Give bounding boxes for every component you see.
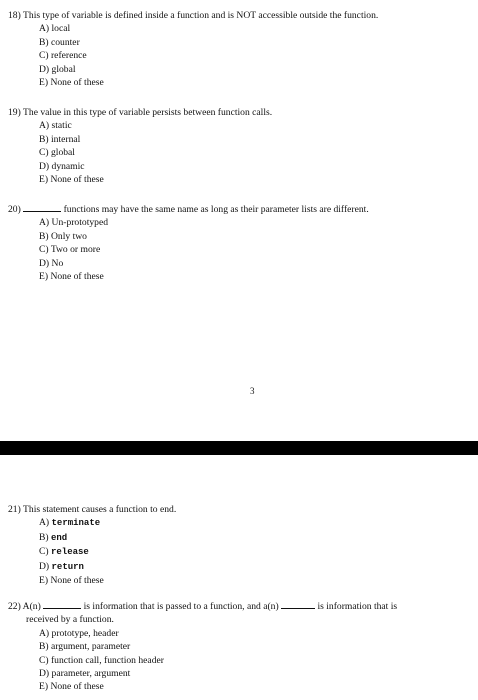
question-stem-part3: is information that is [317,601,398,612]
option-letter: B) [39,531,49,543]
option-c: C) global [39,147,75,159]
option-b: B) argument, parameter [39,641,131,653]
option-c: C) reference [39,50,87,62]
question-number: 20) [8,204,21,215]
option-a [39,516,176,530]
option-list [8,627,397,694]
option-b: B) Only two [39,230,87,242]
option-list [8,516,176,587]
question-stem-part2: is information that is passed to a function, and a(n) [83,601,279,612]
option-e: E) None of these [39,174,104,186]
option-c: C) Two or more [39,244,101,256]
option-e [39,574,176,587]
option-letter: D) [39,560,50,572]
option-a: A) static [39,120,72,132]
question-19 [8,106,272,186]
option-code: terminate [51,518,101,529]
option-d: D) dynamic [39,160,85,172]
question-number: 18) [8,10,21,21]
option-a: A) local [39,23,71,35]
option-code: release [51,547,89,558]
option-e: E) None of these [39,681,104,693]
answer-blank-2 [281,600,315,609]
question-stem-part4: received by a function. [26,614,114,626]
option-b: B) counter [39,36,80,48]
question-22 [8,600,397,694]
question-stem-part1: A(n) [22,601,41,612]
option-code: end [51,532,68,543]
option-letter: A) [39,517,50,529]
page-divider [0,441,478,455]
question-stem: This statement causes a function to end. [23,504,177,515]
answer-blank [23,203,61,212]
option-b [39,531,176,545]
option-letter: C) [39,546,49,558]
question-21 [8,503,176,587]
option-e: E) None of these [39,271,104,283]
option-e: E) None of these [39,77,104,89]
option-a: A) prototype, header [39,627,119,639]
option-list [8,119,272,186]
option-list [8,22,378,89]
option-code: return [51,561,84,572]
question-20 [8,203,369,283]
option-c: C) function call, function header [39,654,164,666]
option-letter: E) [39,575,49,587]
option-a: A) Un-prototyped [39,217,109,229]
question-stem: The value in this type of variable persists between function calls. [23,107,273,118]
question-number: 19) [8,107,21,118]
page-number: 3 [250,386,255,396]
question-18 [8,9,378,89]
question-number: 21) [8,504,21,515]
question-stem: This type of variable is defined inside a function and is NOT accessible outside the function. [23,10,379,21]
question-number: 22) [8,601,21,612]
option-text: None of these [50,575,104,587]
option-b: B) internal [39,133,81,145]
option-d: D) No [39,257,64,269]
option-c [39,545,176,559]
option-d: D) global [39,63,76,75]
question-stem: functions may have the same name as long as their parameter lists are different. [63,204,369,215]
option-list [8,216,369,283]
option-d [39,560,176,574]
option-d: D) parameter, argument [39,668,131,680]
answer-blank-1 [43,600,81,609]
